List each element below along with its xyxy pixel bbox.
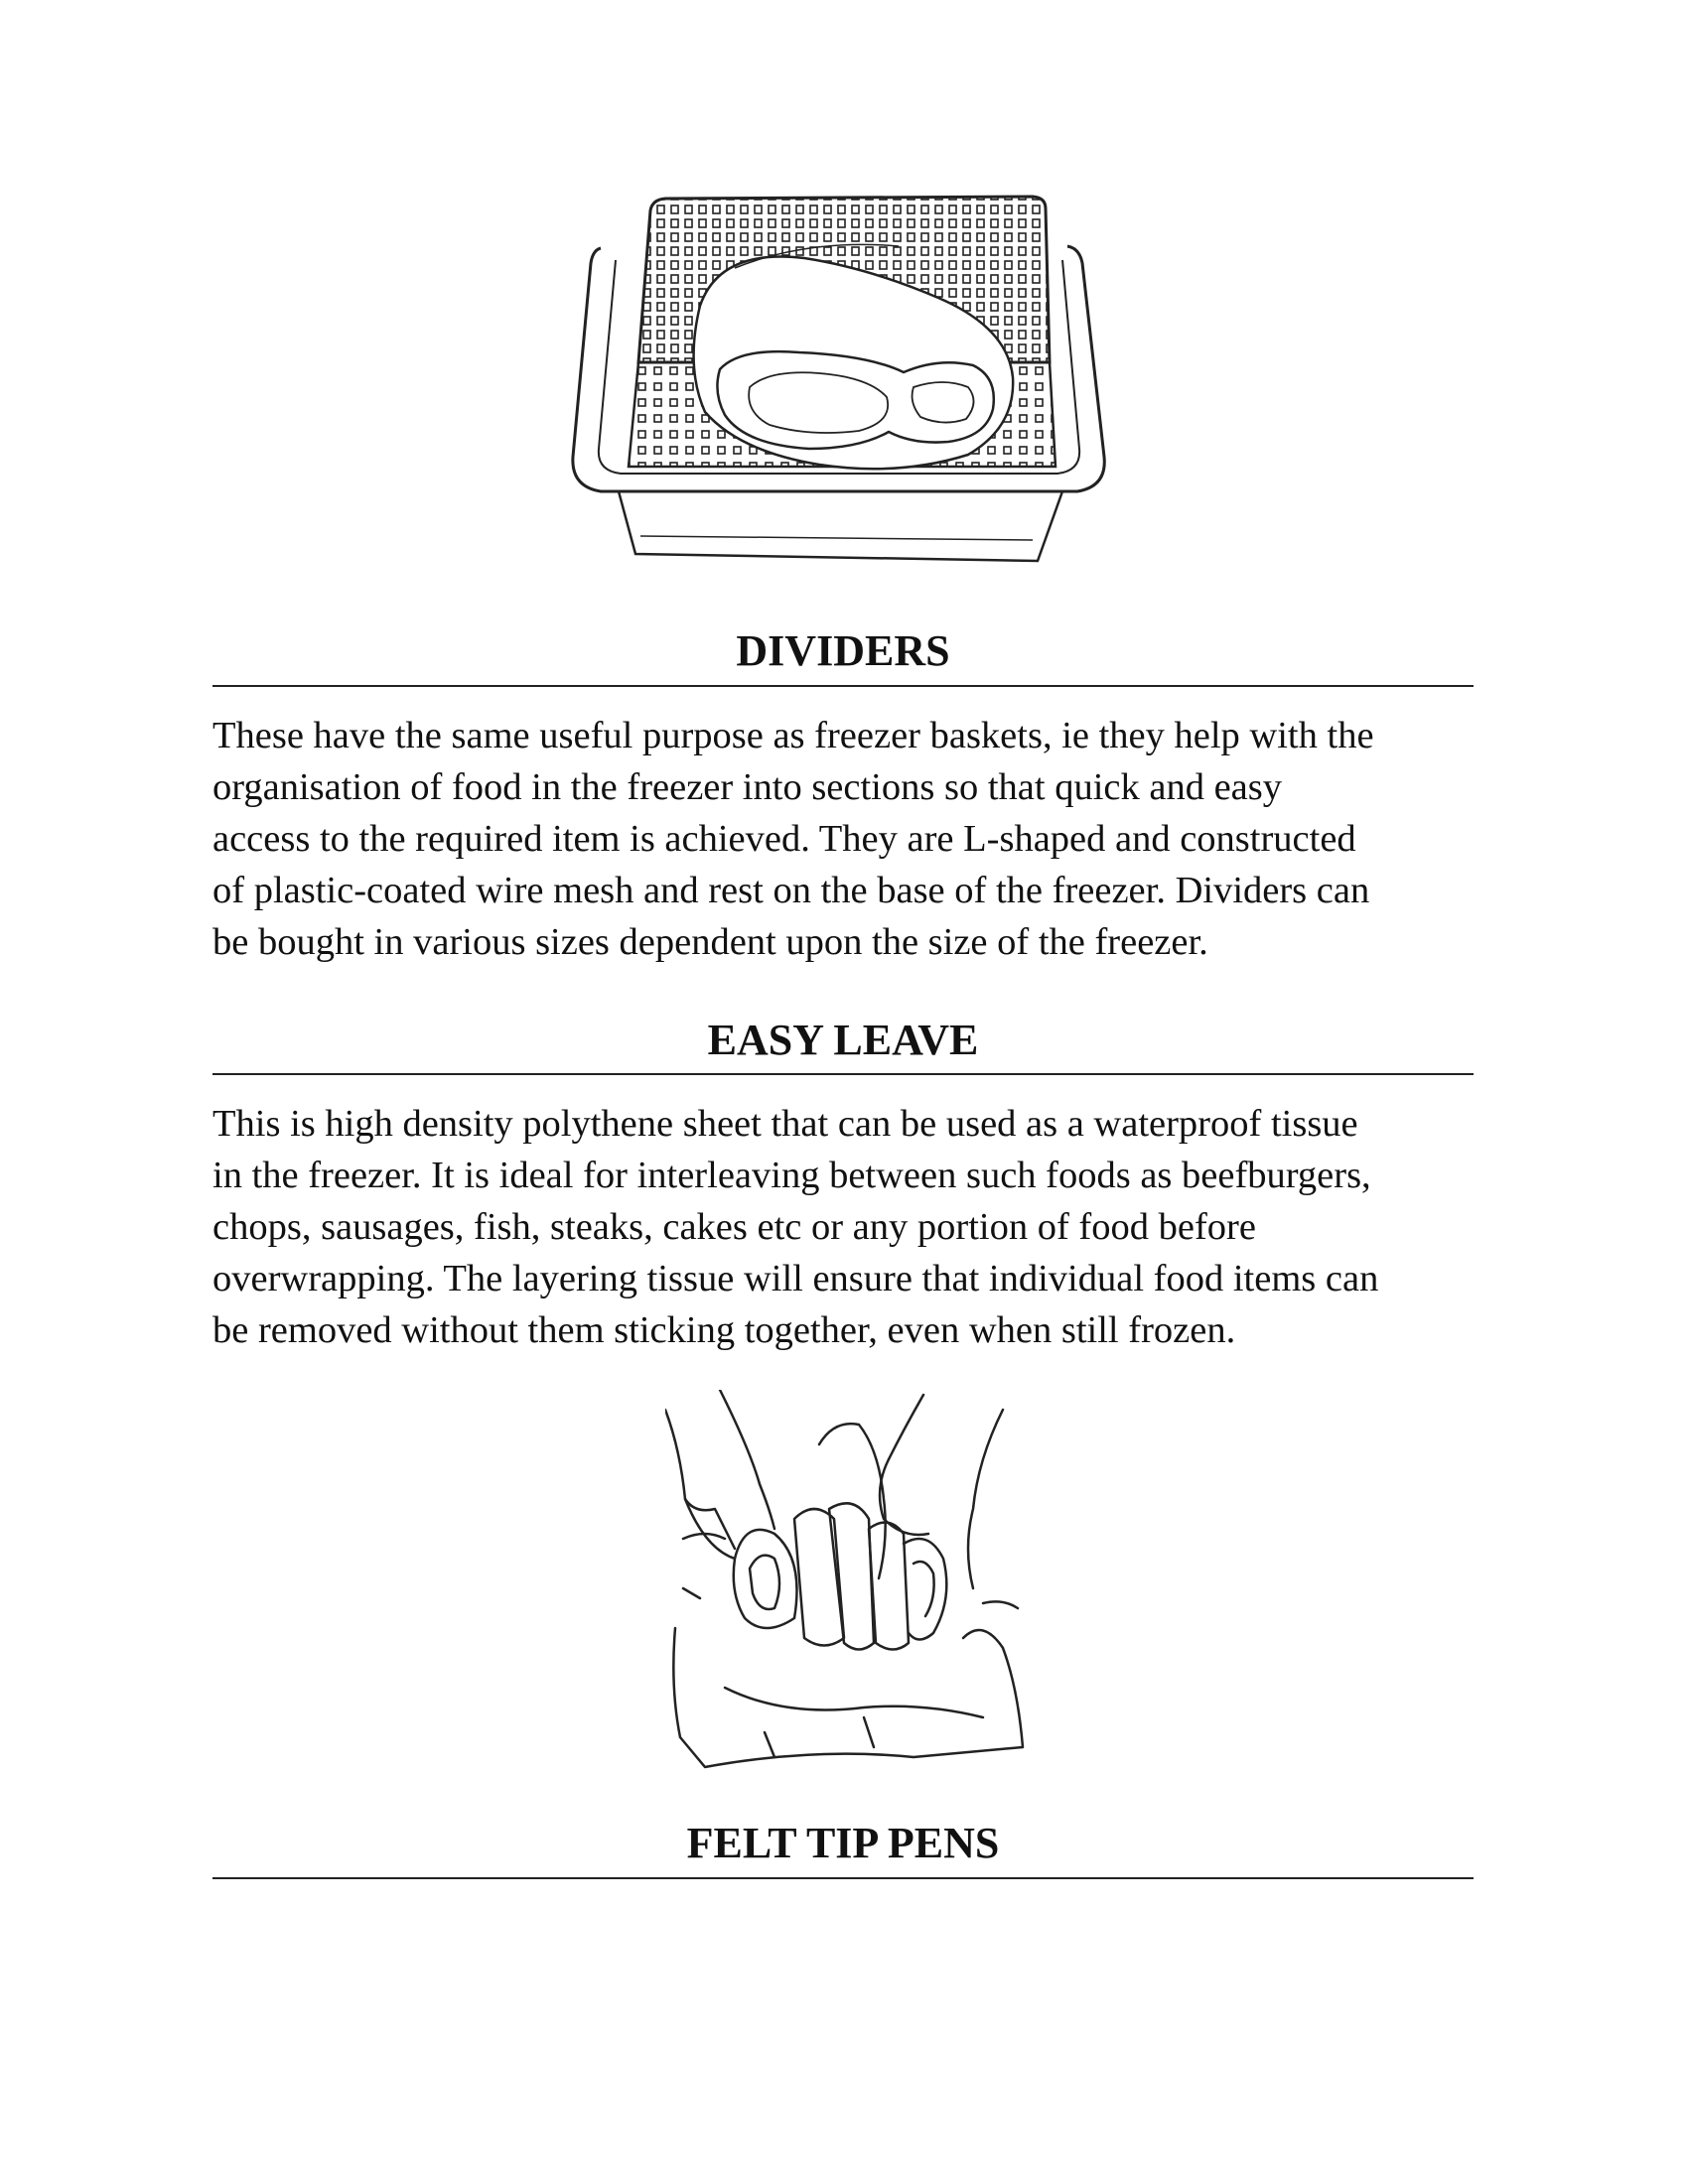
body-line: access to the required item is achieved. They are L-shaped and constructed: [212, 818, 1356, 860]
body-line: chops, sausages, fish, steaks, cakes etc or any portion of food before: [212, 1206, 1256, 1248]
body-line: be removed without them sticking together, even when still frozen.: [212, 1309, 1236, 1351]
body-line: be bought in various sizes dependent upon the size of the freezer.: [212, 921, 1208, 963]
body-line: overwrapping. The layering tissue will ensure that individual food items can: [212, 1258, 1379, 1299]
section-heading-felt-tip-pens: FELT TIP PENS: [686, 1819, 1000, 1867]
body-line: These have the same useful purpose as freezer baskets, ie they help with the: [212, 715, 1374, 756]
section-heading-easy-leave: EASY LEAVE: [707, 1016, 979, 1064]
section-body-easy-leave: [212, 1098, 1493, 1356]
section-rule: [212, 1877, 1474, 1879]
section-heading-dividers: DIVIDERS: [736, 626, 950, 675]
section-body-dividers: [212, 710, 1493, 968]
section-rule: [212, 685, 1474, 687]
body-line: This is high density polythene sheet that can be used as a waterproof tissue: [212, 1103, 1358, 1145]
body-line: in the freezer. It is ideal for interleaving between such foods as beefburgers,: [212, 1155, 1371, 1196]
section-rule: [212, 1073, 1474, 1075]
freezer-divider-illustration: [571, 189, 1117, 576]
body-line: organisation of food in the freezer into sections so that quick and easy: [212, 766, 1282, 808]
interleaving-hands-illustration: [665, 1390, 1033, 1772]
body-line: of plastic-coated wire mesh and rest on the base of the freezer. Dividers can: [212, 870, 1370, 911]
